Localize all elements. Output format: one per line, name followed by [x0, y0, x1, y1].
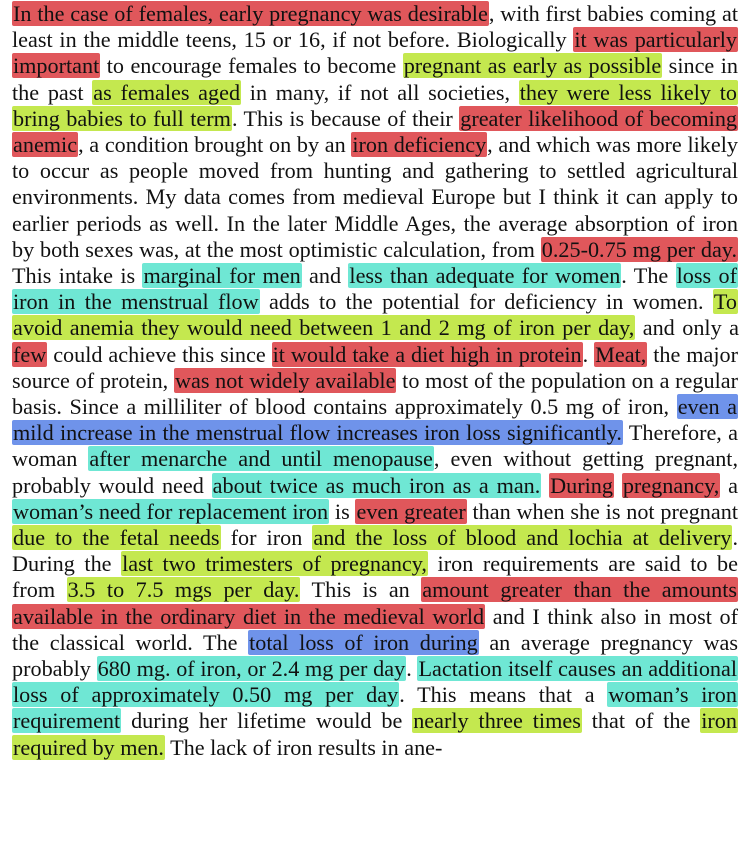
body-text-run: and I think also in most of the classical world. The [12, 603, 738, 655]
body-text-run: . This is because of their [231, 105, 460, 131]
highlight-red: few [13, 341, 47, 367]
highlight-red: was not widely available [174, 367, 396, 393]
body-text-run: for iron [220, 525, 313, 551]
body-text-run: . The [621, 263, 676, 289]
highlight-cyan: after menarche and until menopause [89, 446, 433, 472]
highlight-cyan: 680 mg. of iron, or 2.4 mg per day [97, 656, 406, 682]
body-text-run: and only a [635, 315, 739, 341]
highlight-cyan: loss of iron in the menstrual flow [13, 263, 737, 315]
highlight-green: they were less likely to bring babies to full term [13, 79, 737, 131]
highlight-green: iron required by men. [13, 708, 737, 760]
highlight-green: nearly three times [413, 708, 581, 734]
highlight-red: iron deficiency [352, 132, 487, 158]
body-text-run: This intake is [12, 263, 143, 289]
body-text-run: since in the past [12, 53, 738, 105]
highlight-red: even greater [356, 498, 466, 524]
highlight-red: In the case of females, early pregnancy was desirable [13, 1, 488, 26]
highlight-blue: even a mild increase in the menstrual flow increases iron loss significantly. [13, 394, 738, 446]
body-text-run: in many, if not all societies, [241, 79, 519, 105]
highlight-red: it would take a diet high in protein [272, 341, 582, 367]
highlight-cyan: marginal for men [143, 263, 301, 289]
highlight-red: Meat, [595, 341, 647, 367]
highlight-cyan: about twice as much iron as a man. [212, 472, 541, 498]
body-text-run: . [406, 656, 418, 682]
body-text-run [614, 473, 622, 498]
body-text-run: Therefore, a woman [12, 420, 738, 472]
body-text-run: to encourage females to become [100, 53, 403, 79]
highlight-cyan: Lactation itself causes an additional loss of approximately 0.50 mg per day [13, 656, 738, 708]
body-text-run: . [582, 341, 595, 367]
body-text-run: , a condition brought on by an [78, 132, 352, 158]
highlight-blue: total loss of iron during [249, 629, 478, 655]
highlight-cyan: woman’s iron requirement [13, 682, 737, 734]
body-text-run: , and which was more likely to occur as people moved from hunting and gathering to settled agricultural environments. My data comes from medieval Europe but I think it can apply to earlier periods as well. In the later Middle Ages, the average absorption of iron by both sexes was, at the most optimistic calculation, from [12, 132, 738, 262]
body-text-run: This is an [300, 577, 422, 603]
body-text-run: than when she is not pregnant [466, 498, 739, 524]
highlight-green: To avoid anemia they would need between 1 and 2 mg of iron per day, [13, 289, 737, 341]
body-text-run: iron requirements are said to be from [12, 551, 739, 603]
highlighted-paragraph [12, 1, 738, 761]
body-text-run: a [720, 472, 739, 498]
highlight-cyan: less than adequate for women [349, 263, 621, 289]
highlight-green: and the loss of blood and lochia at delivery [313, 525, 732, 551]
highlight-red: greater likelihood of becoming anemic [13, 105, 738, 158]
body-text-run: . This means that a [399, 682, 608, 708]
highlight-green: last two trimesters of pregnancy, [122, 551, 427, 577]
body-text-run: that of the [581, 708, 701, 734]
body-text-run: adds to the potential for deficiency in women. [259, 289, 713, 315]
body-text-run: . During the [12, 525, 738, 577]
body-text-run: , with first babies coming at least in the middle teens, 15 or 16, if not before. Biologically [12, 1, 738, 53]
highlight-red: it was particularly important [13, 27, 737, 79]
body-text-run: could achieve this since [47, 341, 272, 367]
highlight-green: as females aged [93, 79, 241, 105]
body-text-run: the major source of protein, [12, 341, 739, 393]
body-text-run: , even without getting pregnant, probably would need [12, 446, 739, 498]
body-text-run: an average pregnancy was probably [12, 629, 738, 682]
body-text-run: The lack of iron results in ane- [164, 734, 443, 760]
highlight-green: pregnant as early as possible [403, 53, 662, 79]
highlight-cyan: woman’s need for replacement iron [13, 498, 329, 524]
body-text-run: and [301, 263, 349, 289]
body-text-run: during her lifetime would be [121, 708, 413, 734]
body-text-run: is [329, 498, 356, 524]
highlight-red: During [550, 472, 613, 498]
highlight-red: amount greater than the amounts available in the ordinary diet in the medieval world [13, 577, 737, 629]
highlight-green: 3.5 to 7.5 mgs per day. [67, 577, 300, 603]
highlight-red: 0.25-0.75 mg per day. [541, 236, 737, 262]
body-text-run: to most of the population on a regular basis. Since a milliliter of blood contains approximately 0.5 mg of iron, [12, 367, 738, 420]
highlight-green: due to the fetal needs [13, 525, 220, 551]
body-text-run [541, 473, 549, 498]
highlight-red: pregnancy, [622, 472, 720, 498]
